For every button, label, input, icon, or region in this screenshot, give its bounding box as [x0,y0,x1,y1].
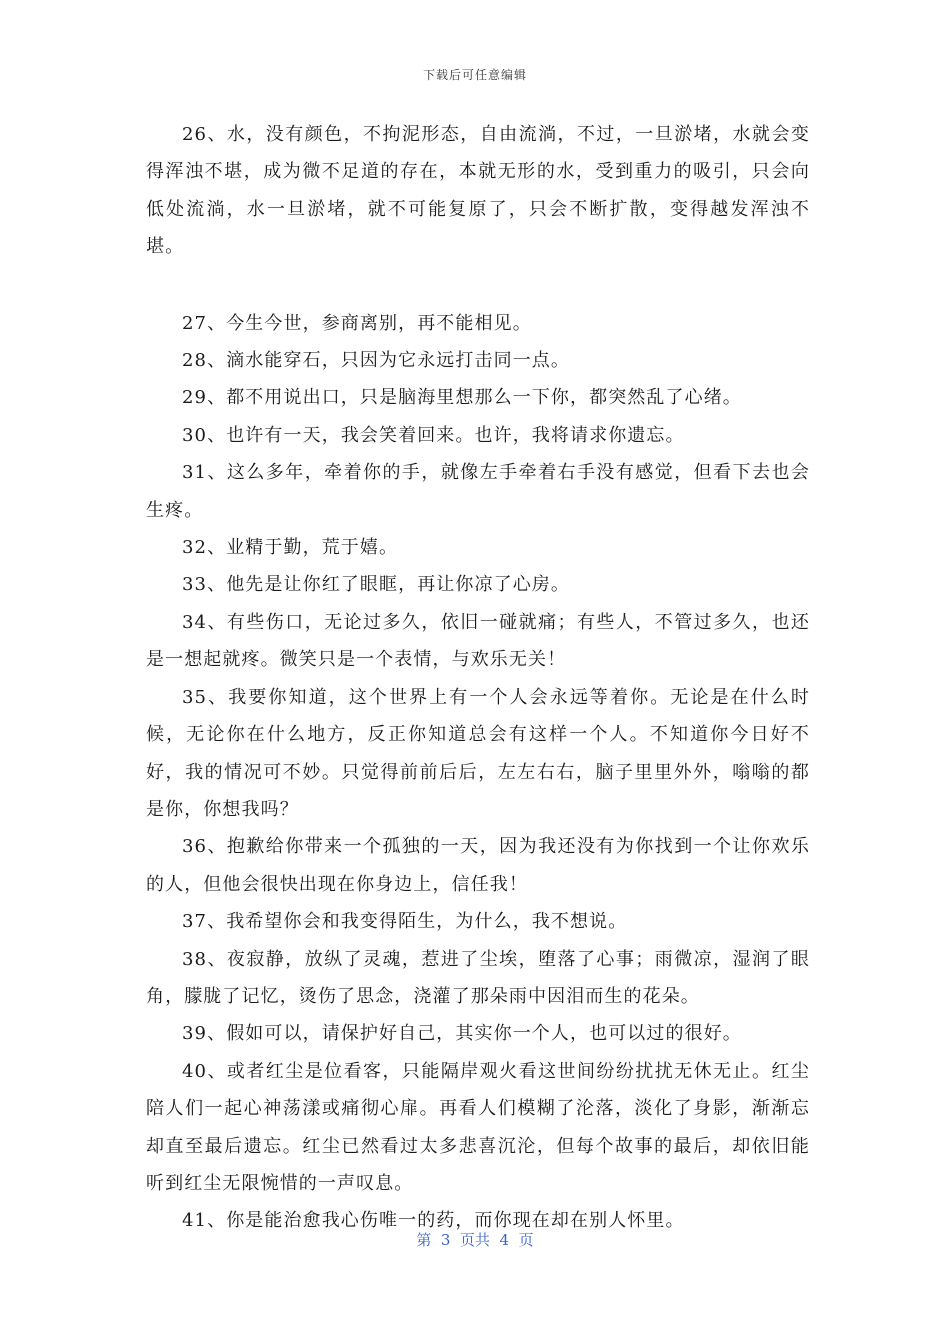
document-body [146,116,810,1240]
paragraph-33: 33、他先是让你红了眼眶，再让你凉了心房。 [182,574,571,596]
paragraph-34: 34、有些伤口，无论过多久，依旧一碰就痛；有些人，不管过多久，也还是一想起就疼。微笑只是一个表情，与欢乐无关！ [146,611,810,671]
paragraph-40: 40、或者红尘是位看客，只能隔岸观火看这世间纷纷扰扰无休无止。红尘陪人们一起心神荡漾或痛彻心扉。再看人们模糊了沦落，淡化了身影，渐渐忘却直至最后遗忘。红尘已然看过太多悲喜沉沦，但每个故事的最后，却依旧能听到红尘无限惋惜的一声叹息。 [146,1060,810,1194]
paragraph-30: 30、也许有一天，我会笑着回来。也许，我将请求你遗忘。 [182,424,685,446]
paragraph-27: 27、今生今世，参商离别，再不能相见。 [182,312,532,334]
page-footer: 第 3 页共 4 页 [416,1231,534,1249]
page-header: 下载后可任意编辑 [422,68,527,82]
paragraph-28: 28、滴水能穿石，只因为它永远打击同一点。 [182,350,571,372]
paragraph-41: 41、你是能治愈我心伤唯一的药，而你现在却在别人怀里。 [182,1210,685,1232]
paragraph-39: 39、假如可以，请保护好自己，其实你一个人，也可以过的很好。 [182,1023,742,1045]
paragraph-26: 26、水，没有颜色，不拘泥形态，自由流淌，不过，一旦淤堵，水就会变得浑浊不堪，成为微不足道的存在，本就无形的水，受到重力的吸引，只会向低处流淌，水一旦淤堵，就不可能复原了，只会不断扩散，变得越发浑浊不堪。 [146,124,810,258]
paragraph-35: 35、我要你知道，这个世界上有一个人会永远等着你。无论是在什么时候，无论你在什么地方，反正你知道总会有这样一个人。不知道你今日好不好，我的情况可不妙。只觉得前前后后，左左右右，脑子里里外外，嗡嗡的都是你，你想我吗？ [146,686,810,820]
paragraph-29: 29、都不用说出口，只是脑海里想那么一下你，都突然乱了心绪。 [182,387,742,409]
paragraph-32: 32、业精于勤，荒于嬉。 [182,537,399,559]
paragraph-31: 31、这么多年，牵着你的手，就像左手牵着右手没有感觉，但看下去也会生疼。 [146,462,810,521]
paragraph-37: 37、我希望你会和我变得陌生，为什么，我不想说。 [182,911,628,933]
paragraph-38: 38、夜寂静，放纵了灵魂，惹进了尘埃，堕落了心事；雨微凉，湿润了眼角，朦胧了记忆，烫伤了思念，浇灌了那朵雨中因泪而生的花朵。 [146,948,810,1007]
paragraph-36: 36、抱歉给你带来一个孤独的一天，因为我还没有为你找到一个让你欢乐的人，但他会很快出现在你身边上，信任我！ [146,836,810,895]
